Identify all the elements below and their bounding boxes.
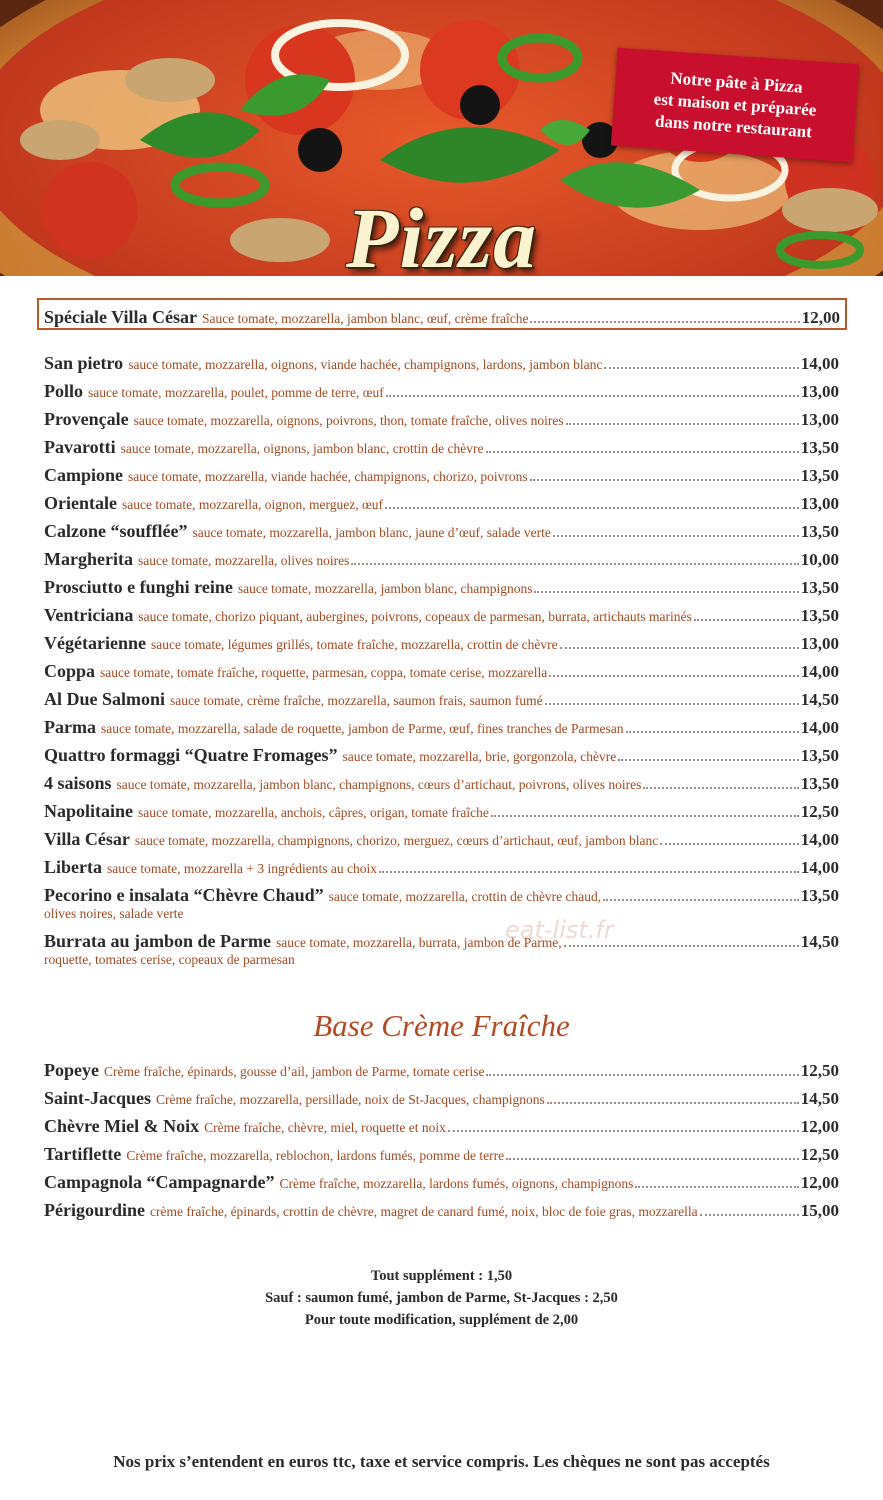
dot-leader bbox=[486, 451, 799, 453]
item-price: 13,50 bbox=[800, 578, 839, 597]
menu-item bbox=[44, 742, 839, 766]
dot-leader bbox=[534, 591, 798, 593]
menu-item bbox=[44, 1169, 839, 1193]
item-name: Pecorino e insalata “Chèvre Chaud” bbox=[44, 885, 324, 905]
item-name: Pavarotti bbox=[44, 437, 116, 457]
item-description: sauce tomate, tomate fraîche, roquette, parmesan, coppa, tomate cerise, mozzarella bbox=[100, 665, 548, 680]
dot-leader bbox=[626, 731, 799, 733]
section-title: Base Crème Fraîche bbox=[313, 1008, 570, 1043]
menu-item bbox=[44, 714, 839, 738]
menu-item bbox=[44, 462, 839, 486]
item-price: 14,00 bbox=[800, 718, 839, 737]
item-price: 14,50 bbox=[800, 690, 839, 709]
item-price: 14,00 bbox=[800, 354, 839, 373]
item-price: 14,50 bbox=[800, 932, 839, 951]
menu-item bbox=[44, 406, 839, 430]
item-description: Crème fraîche, mozzarella, reblochon, lardons fumés, pomme de terre bbox=[126, 1148, 505, 1163]
item-description: sauce tomate, mozzarella, jambon blanc, champignons bbox=[237, 581, 533, 596]
item-price: 14,00 bbox=[800, 662, 839, 681]
item-description: sauce tomate, mozzarella, oignons, viande hachée, champignons, lardons, jambon blanc bbox=[128, 357, 603, 372]
item-price: 14,50 bbox=[800, 1089, 839, 1108]
page-title: Pizza bbox=[345, 190, 538, 276]
item-name: Tartiflette bbox=[44, 1144, 122, 1164]
menu-item bbox=[44, 1085, 839, 1109]
item-price: 13,50 bbox=[800, 522, 839, 541]
dot-leader bbox=[618, 759, 799, 761]
dot-leader bbox=[694, 619, 799, 621]
item-description: Crème fraîche, mozzarella, lardons fumés, oignons, champignons bbox=[279, 1176, 634, 1191]
item-price: 12,00 bbox=[801, 308, 840, 327]
dot-leader bbox=[385, 507, 799, 509]
item-price: 12,50 bbox=[800, 1061, 839, 1080]
dot-leader bbox=[448, 1130, 799, 1132]
item-name: Chèvre Miel & Noix bbox=[44, 1116, 200, 1136]
item-price: 12,00 bbox=[800, 1117, 839, 1136]
item-name: Popeye bbox=[44, 1060, 99, 1080]
footer-disclaimer: Nos prix s’entendent en euros ttc, taxe et service compris. Les chèques ne sont pas acceptés bbox=[113, 1452, 770, 1471]
item-name: Campione bbox=[44, 465, 124, 485]
item-name: Quattro formaggi “Quatre Fromages” bbox=[44, 745, 338, 765]
item-price: 14,00 bbox=[800, 830, 839, 849]
menu-item bbox=[44, 602, 839, 626]
menu-item bbox=[44, 1113, 839, 1137]
promo-badge bbox=[611, 48, 859, 163]
menu-item bbox=[44, 518, 839, 542]
menu-item bbox=[44, 854, 839, 878]
item-description: sauce tomate, mozzarella, oignon, merguez, œuf bbox=[121, 497, 384, 512]
item-name: Coppa bbox=[44, 661, 96, 681]
item-description: sauce tomate, mozzarella, oignons, jambon blanc, crottin de chèvre bbox=[120, 441, 484, 456]
item-description-continued: olives noires, salade verte bbox=[44, 906, 184, 921]
promo-line-2: est maison et préparée bbox=[653, 89, 817, 120]
item-price: 12,50 bbox=[800, 802, 839, 821]
item-description: sauce tomate, légumes grillés, tomate fraîche, mozzarella, crottin de chèvre bbox=[150, 637, 558, 652]
item-description: sauce tomate, mozzarella, brie, gorgonzola, chèvre bbox=[342, 749, 617, 764]
item-description: sauce tomate, mozzarella, poulet, pomme de terre, œuf bbox=[88, 385, 384, 400]
dot-leader bbox=[386, 395, 799, 397]
dot-leader bbox=[379, 871, 799, 873]
dot-leader bbox=[603, 899, 799, 901]
item-description: crème fraîche, épinards, crottin de chèvre, magret de canard fumé, noix, bloc de foie gras, mozzarella bbox=[150, 1204, 698, 1219]
menu-item bbox=[44, 928, 839, 952]
item-description: Sauce tomate, mozzarella, jambon blanc, œuf, crème fraîche bbox=[201, 311, 529, 326]
item-price: 13,50 bbox=[800, 438, 839, 457]
dot-leader bbox=[560, 647, 799, 649]
item-description: sauce tomate, mozzarella + 3 ingrédients au choix bbox=[107, 861, 378, 876]
item-description: sauce tomate, chorizo piquant, aubergines, poivrons, copeaux de parmesan, burrata, artichauts marinés bbox=[138, 609, 692, 624]
item-name: Ventriciana bbox=[44, 605, 134, 625]
item-price: 15,00 bbox=[800, 1201, 839, 1220]
menu-item bbox=[44, 686, 839, 710]
item-description: sauce tomate, mozzarella, jambon blanc, jaune d’œuf, salade verte bbox=[192, 525, 551, 540]
item-name: Calzone “soufflée” bbox=[44, 521, 188, 541]
supplement-notes bbox=[0, 1265, 883, 1331]
item-description: Crème fraîche, mozzarella, persillade, noix de St-Jacques, champignons bbox=[156, 1092, 545, 1107]
item-description: sauce tomate, mozzarella, anchois, câpres, origan, tomate fraîche bbox=[138, 805, 489, 820]
dot-leader bbox=[530, 479, 799, 481]
item-description: sauce tomate, mozzarella, champignons, chorizo, merguez, cœurs d’artichaut, œuf, jambon blanc bbox=[134, 833, 659, 848]
menu-item bbox=[44, 630, 839, 654]
note-modification: Pour toute modification, supplément de 2,00 bbox=[304, 1312, 579, 1328]
item-name: Burrata au jambon de Parme bbox=[44, 931, 271, 951]
dot-leader bbox=[351, 563, 798, 565]
item-price: 13,00 bbox=[800, 382, 839, 401]
menu-item bbox=[44, 798, 839, 822]
dot-leader bbox=[547, 1102, 799, 1104]
item-name: 4 saisons bbox=[44, 773, 112, 793]
menu-item bbox=[44, 1141, 839, 1165]
dot-leader bbox=[566, 423, 799, 425]
item-price: 12,00 bbox=[800, 1173, 839, 1192]
item-price: 13,50 bbox=[800, 886, 839, 905]
item-name: Liberta bbox=[44, 857, 102, 877]
dot-leader bbox=[700, 1214, 799, 1216]
item-name: Villa César bbox=[44, 829, 130, 849]
menu-item bbox=[44, 574, 839, 598]
item-description: sauce tomate, mozzarella, salade de roquette, jambon de Parme, œuf, fines tranches de Parmesan bbox=[100, 721, 624, 736]
dot-leader bbox=[486, 1074, 798, 1076]
menu-item bbox=[44, 658, 839, 682]
item-name: Campagnola “Campagnarde” bbox=[44, 1172, 275, 1192]
note-supplement: Tout supplément : 1,50 bbox=[370, 1268, 513, 1284]
item-description: Crème fraîche, chèvre, miel, roquette et noix bbox=[204, 1120, 446, 1135]
item-description: sauce tomate, mozzarella, jambon blanc, champignons, cœurs d’artichaut, poivrons, olives noires bbox=[116, 777, 642, 792]
item-description-continued: roquette, tomates cerise, copeaux de parmesan bbox=[44, 952, 295, 967]
item-description: sauce tomate, mozzarella, viande hachée, champignons, chorizo, poivrons bbox=[128, 469, 528, 484]
item-price: 13,50 bbox=[800, 606, 839, 625]
item-price: 13,00 bbox=[800, 410, 839, 429]
item-name: Provençale bbox=[44, 409, 129, 429]
item-name: Spéciale Villa César bbox=[44, 307, 197, 327]
featured-item-box bbox=[37, 298, 847, 330]
item-name: Orientale bbox=[44, 493, 117, 513]
item-name: San pietro bbox=[44, 353, 124, 373]
menu-item bbox=[44, 434, 839, 458]
menu-item bbox=[44, 490, 839, 514]
item-name: Parma bbox=[44, 717, 96, 737]
item-price: 13,50 bbox=[800, 774, 839, 793]
dot-leader bbox=[564, 945, 799, 947]
item-price: 13,00 bbox=[800, 634, 839, 653]
dot-leader bbox=[545, 703, 799, 705]
hero-banner bbox=[0, 0, 883, 276]
item-name: Prosciutto e funghi reine bbox=[44, 577, 233, 597]
dot-leader bbox=[604, 367, 798, 369]
item-description: sauce tomate, crème fraîche, mozzarella, saumon frais, saumon fumé bbox=[170, 693, 543, 708]
menu-item bbox=[44, 378, 839, 402]
item-price: 12,50 bbox=[800, 1145, 839, 1164]
menu-item bbox=[44, 1197, 839, 1221]
menu-item bbox=[44, 826, 839, 850]
item-name: Pollo bbox=[44, 381, 83, 401]
menu-item-featured bbox=[44, 304, 840, 328]
item-price: 13,50 bbox=[800, 466, 839, 485]
menu-item bbox=[44, 770, 839, 794]
item-name: Al Due Salmoni bbox=[44, 689, 166, 709]
dot-leader bbox=[643, 787, 798, 789]
item-price: 14,00 bbox=[800, 858, 839, 877]
item-description: sauce tomate, mozzarella, olives noires bbox=[137, 553, 350, 568]
dot-leader bbox=[491, 815, 799, 817]
item-name: Végétarienne bbox=[44, 633, 146, 653]
item-name: Margherita bbox=[44, 549, 133, 569]
menu-item bbox=[44, 882, 839, 906]
item-description: Crème fraîche, épinards, gousse d’ail, jambon de Parme, tomate cerise bbox=[103, 1064, 485, 1079]
dot-leader bbox=[549, 675, 799, 677]
item-price: 13,50 bbox=[800, 746, 839, 765]
item-description: sauce tomate, mozzarella, burrata, jambon de Parme, bbox=[275, 935, 562, 950]
menu-item bbox=[44, 350, 839, 374]
item-name: Saint-Jacques bbox=[44, 1088, 152, 1108]
dot-leader bbox=[506, 1158, 799, 1160]
item-name: Napolitaine bbox=[44, 801, 134, 821]
item-description: sauce tomate, mozzarella, oignons, poivrons, thon, tomate fraîche, olives noires bbox=[133, 413, 564, 428]
dot-leader bbox=[530, 321, 799, 323]
item-description: sauce tomate, mozzarella, crottin de chèvre chaud, bbox=[328, 889, 602, 904]
promo-line-1: Notre pâte à Pizza bbox=[669, 68, 804, 97]
item-price: 10,00 bbox=[800, 550, 839, 569]
menu-item bbox=[44, 546, 839, 570]
menu-item bbox=[44, 1057, 839, 1081]
watermark: eat-list.fr bbox=[505, 916, 614, 944]
dot-leader bbox=[635, 1186, 798, 1188]
dot-leader bbox=[553, 535, 799, 537]
item-name: Périgourdine bbox=[44, 1200, 145, 1220]
note-exception: Sauf : saumon fumé, jambon de Parme, St-Jacques : 2,50 bbox=[265, 1290, 618, 1306]
item-price: 13,00 bbox=[800, 494, 839, 513]
dot-leader bbox=[660, 843, 798, 845]
promo-line-3: dans notre restaurant bbox=[654, 111, 813, 142]
